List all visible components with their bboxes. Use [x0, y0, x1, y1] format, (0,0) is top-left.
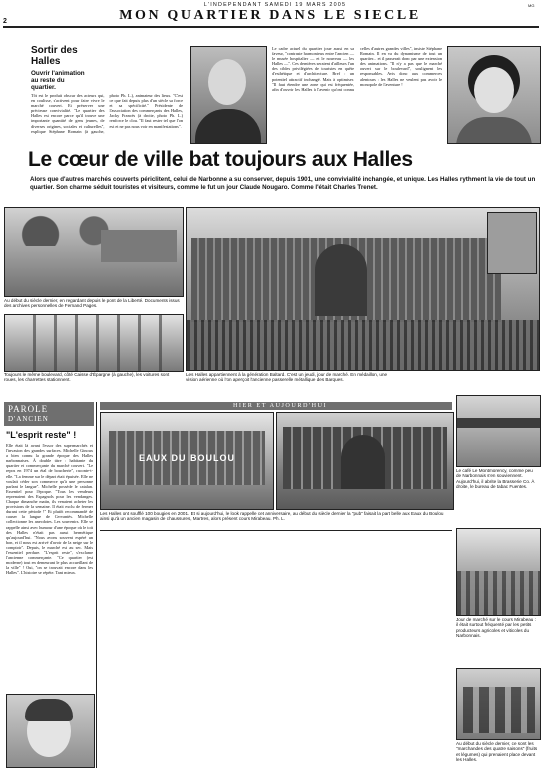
photo-halles-now: [276, 412, 454, 510]
parole-band-sub: D'ANCIEN: [8, 415, 49, 423]
caption-left-top: Au début du siècle dernier, en regardant depuis le pont de la Liberté. Documents issus des archives personnelles de Fernand Pages.: [4, 298, 180, 309]
caption-right-market: Jour de marché sur le cours Mirabeau : il était surtout fréquenté par les petits producteurs agricoles et viticoles du Narbonnais.: [456, 617, 536, 639]
collar-shape: [456, 117, 532, 144]
caption-right-bottom: Au début du siècle dernier, ce sont les "marchandes des quatre saisons" (fruits et légumes) qui prenaient place devant les Halles.: [456, 741, 538, 763]
face-shape-2: [474, 67, 514, 113]
lede: Alors que d'autres marchés couverts périclitent, celui de Narbonne a su conserver, depuis 1901, une convivialité inchangée, et unique. Les Halles rythment la vie de tout un quartier. Son charme séduit touristes et visiteurs, comme le fut un jour Claude Nougaro. Comme l'était Charles Trenet.: [30, 176, 536, 192]
now-arch: [341, 435, 385, 489]
portrait-stephane-romain: [190, 46, 267, 144]
masthead-rule: [3, 26, 539, 28]
corner-mark: MG: [528, 3, 535, 8]
vendors-row: [463, 687, 535, 733]
intro-col2-text: Le cadre actuel du quartier joue aussi en sa faveur, "contraste harmonieux entre l'ancien — le musée hospitalier — et le nouveau — les Halles —". Ces dernières seraient d'ailleurs l'un des cibles privilégiées de touristes en quête d'esthétique et d'architecture. Bref : un potentiel attractif inchangé. Mais à optimiser. "Il faut étendre une zone qui est fréquentée, afin d'ouvrir les Halles à l'avenir qu'ont connu celles d'autres grandes villes", insiste Stéphane Romain. Il en va du dynamisme de tout un quartier... et il passerait donc par une extension des animations. "Il n'y a pas que le marché ouvert sur le boulevard", soulignent les responsables. Avis donc aux commerces alentours : les Halles ne veulent pas avoir le monopole de l'aventure !: [272, 46, 442, 92]
then-now-band-label: HIER ET AUJOURD'HUI: [232, 402, 328, 409]
photo-halles-then: [100, 412, 274, 510]
intro-column-1: [31, 93, 183, 145]
intro-column-2: [272, 46, 442, 144]
aerial-medallion: [487, 212, 537, 274]
caption-right-cafe: Le café Le Montmorency, comme peu de Narbonnais s'en souviennent. Aujourd'hui, il abrite la Brasserie Co. À droite, le bureau de tabac Fuentes.: [456, 468, 535, 490]
main-headline: Le cœur de ville bat toujours aux Halles: [28, 148, 413, 171]
page-number: 2: [3, 18, 7, 25]
caption-then-now: Les Halles ont soufflé 100 bougies en 2001. Et si aujourd'hui, le look rappelle cet anniversaire, au début du siècle dernier la "pub" faisait la part belle aux Eaux du Boulou ainsi qu'à un ancien magasin de chaussures, Martres, alors présent cours Mirabeau. Ph. L.: [100, 511, 444, 522]
hair-shape-3: [25, 699, 73, 721]
intro-subhead: Ouvrir l'animation au reste du quartier.: [31, 70, 85, 91]
paper-line: L'INDEPENDANT SAMEDI 19 MARS 2005: [203, 2, 347, 8]
market-stalls: [457, 571, 540, 615]
cafe-awning: [457, 418, 540, 428]
photo-boulevard-early-century: [4, 207, 184, 297]
portrait-jacky-frances: [447, 46, 541, 144]
column-rule: [96, 402, 97, 768]
photo-cours-mirabeau-market: [456, 528, 541, 616]
caption-left-bottom: Toujours le même boulevard, côté Caisse d'Épargne (à gauche), les voitures sont roues, les charrettes stationnent.: [4, 372, 170, 383]
intro-col1-text: Tôt est le produit obscur des acteurs qui, en coulisse, s'activent pour faire vivre le marché couvert. Et préserver une précieuse convivialité. "Le quartier des Halles est encore parce qu'il trouve une importante quantité de gens jeunes, de diverses origines, sociales et culturelles", explique Stéphane Romain (à gauche, photo Ph. L.), animateur des lieux. "C'est ce que fait depuis plus d'un siècle sa force et sa spécificité." Présidente de l'association des commerçants des Halles, Jacky Francés (à droite, photo Ph. L.) renforce le clou. "Il faut rester tel que l'on est et ne pas nous voir en manifestations".: [31, 93, 183, 134]
halles-building-far: [101, 230, 177, 262]
photo-halles-market-day: [186, 207, 540, 371]
crowd-band: [187, 320, 539, 370]
shoulder-shape: [195, 109, 261, 144]
photo-marchandes-quatre-saisons: [456, 668, 541, 740]
section-title: MON QUARTIER DANS LE SIECLE: [119, 8, 421, 23]
parole-band: [4, 402, 94, 426]
halles-arch: [315, 244, 367, 316]
face-shape: [208, 59, 246, 105]
portrait-michelle-ginoux: [6, 694, 95, 768]
photo-boulevard-caisse-epargne: [4, 314, 184, 372]
bottom-rule: [100, 530, 452, 531]
photo-cafe-montmorency: [456, 395, 541, 467]
intro-heading: Sortir des Halles: [31, 45, 78, 67]
then-sign: EAUX DU BOULOU: [138, 453, 235, 463]
caption-main-photo: Les Halles appartiennent à la génération Baltard. C'est un jeudi, jour de marché. En médaillon, une vision aérienne où l'on aperçoit l'ancienne passerelle métallique des Barques.: [186, 372, 388, 383]
parole-body: Elle était là avant l'essor des supermarchés et l'invasion des grandes surfaces. Michelle Ginoux a bien connu la grande époque des Halles narbonnaises. À double titre : habitante du quartier et commerçante du marché couvert. "Le repos en 1974 un étal de boucherie", raconte-t-elle. "La femme sur le départ était épuisée. Elle ne voulait céder son commerce qu'à une personne parlant le langue". Michelle possède le catalan. Essentiel pour l'époque. "Tous les vendeurs reprenaient des Espagnols pour les vendanges. Chaque dimanche matin, ils venaient acheter les provisions de la semaine. Il était exclu de fermer durant cette période !" Et plutôt recommandé de causer la langue de Cervantès. Michelle collectionne les anecdotes. Les souvenirs. Elle se rappelle ainsi avec humour d'une époque où le toit des Halles n'était pas aussi hermétique qu'aujourd'hui. "Nous avons souvent espéré un bon, et il nous est arrivé d'avoir de la neige sur le comptoir". Depuis, le marché est au sec. Mais l'essentiel perdure. "L'esprit reste", s'exclame l'ancienne commerçante. "Ce quartier (est moderne) tout en demeurant le plus accueillant de la ville" ! Oui, "on se trouvait encore dans les Halles". L'histoire se répète. Tant mieux.: [6, 443, 93, 576]
parole-heading: "L'esprit reste" !: [6, 430, 77, 440]
parole-band-title: PAROLE: [8, 404, 49, 414]
tree-trunks: [15, 315, 175, 371]
